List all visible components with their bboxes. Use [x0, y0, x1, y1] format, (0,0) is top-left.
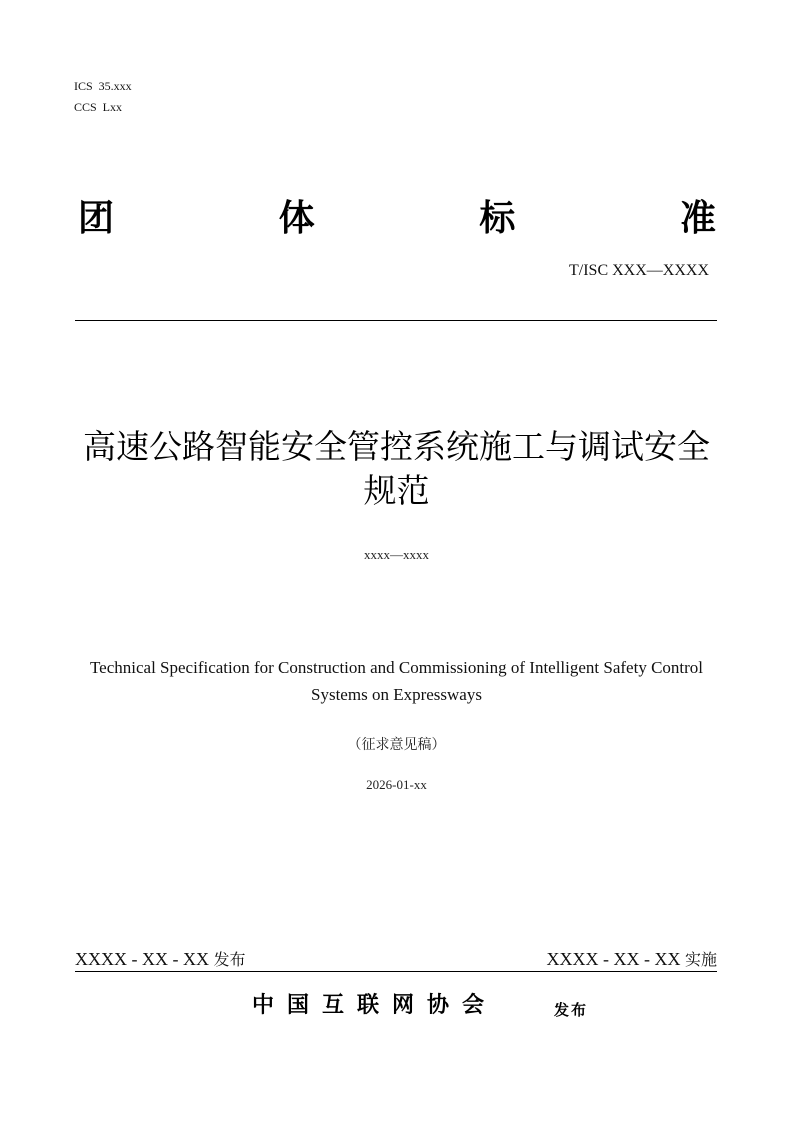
draft-date: 2026-01-xx: [366, 777, 427, 792]
document-title-english: Technical Specification for Construction and Commissioning of Intelligent Safety Control Systems on Expressways: [89, 658, 704, 704]
standard-number: T/ISC XXX—XXXX: [569, 262, 709, 279]
ics-code: ICS 35.xxx: [74, 79, 132, 93]
release-date-group: [75, 948, 246, 971]
standard-type-char: 准: [679, 197, 716, 239]
header-divider: [75, 320, 717, 321]
implementation-date-group: [547, 948, 718, 971]
standard-type-char: 体: [278, 197, 315, 239]
standard-type-char: 团: [78, 197, 115, 239]
standard-type-char: 标: [479, 197, 516, 239]
standard-type-heading: [78, 194, 716, 242]
implementation-label: 实施: [684, 950, 717, 969]
replaced-standard-range: xxxx—xxxx: [364, 547, 429, 562]
release-implementation-dates: [75, 949, 717, 972]
ccs-code: CCS Lxx: [74, 100, 123, 114]
publisher-name: 中国互联网协会: [252, 993, 498, 1018]
document-title-chinese: 高速公路智能安全管控系统施工与调试安全规范: [83, 427, 710, 510]
draft-status-label: （征求意见稿）: [347, 737, 446, 753]
release-label: 发布: [213, 950, 246, 969]
release-date: XXXX - XX - XX: [75, 949, 209, 969]
implementation-date: XXXX - XX - XX: [546, 949, 681, 969]
publisher-action: 发布: [554, 1001, 589, 1019]
